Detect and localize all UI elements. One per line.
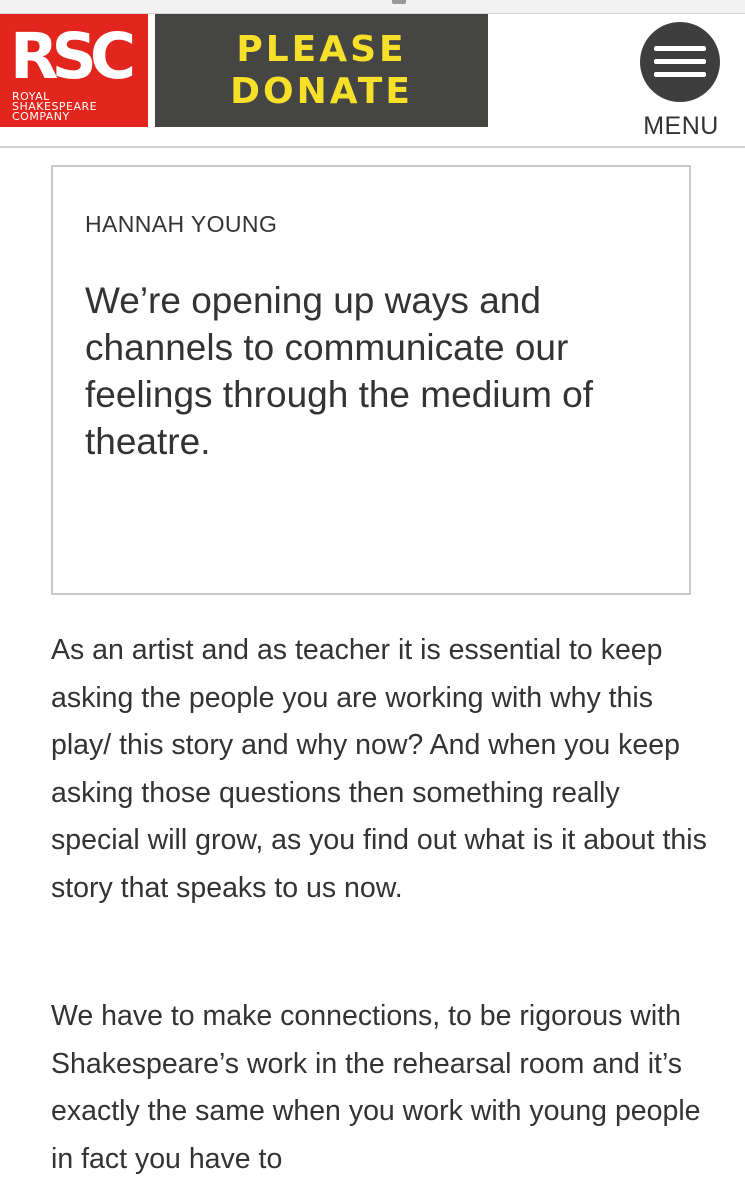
menu-label: MENU [643, 112, 719, 140]
article-paragraph-1: As an artist and as teacher it is essential to keep asking the people you are working with why this play/ this story and why now? And when you keep asking those questions then something really special will grow, as you find out what is it about this story that speaks to us now. [51, 634, 707, 904]
donate-button[interactable] [155, 14, 488, 127]
hamburger-bar-icon [654, 59, 706, 64]
quote-author: HANNAH YOUNG [85, 211, 278, 237]
rsc-logo[interactable] [0, 14, 148, 127]
browser-top-strip [0, 0, 745, 14]
logo-line-1: ROYAL [12, 90, 50, 103]
site-header [0, 14, 745, 148]
menu-button[interactable] [636, 22, 726, 140]
pull-quote [51, 165, 691, 595]
hamburger-icon [640, 22, 720, 102]
hamburger-bar-icon [654, 72, 706, 77]
hamburger-bar-icon [654, 46, 706, 51]
donate-line-2: DONATE [230, 70, 413, 112]
quote-text: We’re opening up ways and channels to communicate our feelings through the medium of theatre. [85, 280, 594, 462]
article-paragraph-2: We have to make connections, to be rigorous with Shakespeare’s work in the rehearsal room and it’s exactly the same when you work with young people in fact you have to [51, 1000, 701, 1175]
logo-line-3: COMPANY [12, 110, 70, 123]
status-indicator [392, 0, 406, 4]
logo-wordmark [12, 92, 97, 122]
logo-mark: RSC [10, 20, 130, 93]
donate-line-1: PLEASE [236, 28, 407, 70]
logo-line-2: SHAKESPEARE [12, 100, 98, 113]
